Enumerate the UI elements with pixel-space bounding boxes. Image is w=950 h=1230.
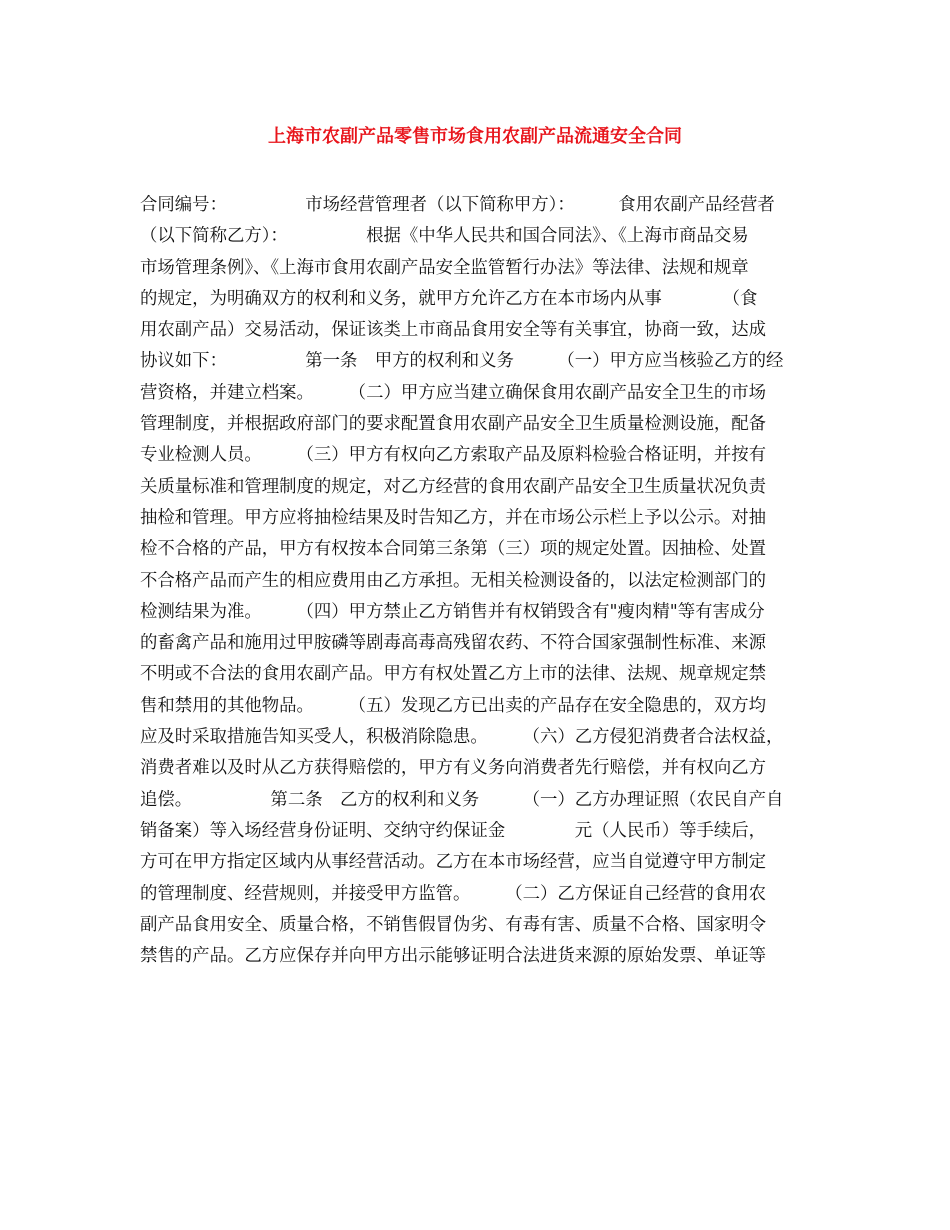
body-line: 副产品食用安全、质量合格，不销售假冒伪劣、有毒有害、质量不合格、国家明令 (140, 914, 767, 935)
body-line: 消费者难以及时从乙方获得赔偿的，甲方有义务向消费者先行赔偿，并有权向乙方 (140, 758, 767, 779)
body-line: 合同编号： 市场经营管理者（以下简称甲方）： 食用农副产品经营者 (140, 195, 775, 215)
document-title: 上海市农副产品零售市场食用农副产品流通安全合同 (268, 126, 682, 147)
body-line: 抽检和管理。甲方应将抽检结果及时告知乙方，并在市场公示栏上予以公示。对抽 (140, 507, 767, 528)
body-line: 销备案）等入场经营身份证明、交纳守约保证金 元（人民币）等手续后， (140, 820, 767, 841)
body-line: 追偿。 第二条 乙方的权利和义务 （一）乙方办理证照（农民自产自 (140, 789, 784, 810)
body-line: 检不合格的产品，甲方有权按本合同第三条第（三）项的规定处置。因抽检、处置 (140, 539, 767, 560)
body-line: 的管理制度、经营规则，并接受甲方监管。 （二）乙方保证自己经营的食用农 (140, 883, 767, 904)
body-line: 管理制度，并根据政府部门的要求配置食用农副产品安全卫生质量检测设施，配备 (140, 414, 767, 435)
body-line: 检测结果为准。 （四）甲方禁止乙方销售并有权销毁含有"瘦肉精"等有害成分 (140, 601, 765, 622)
body-line: 售和禁用的其他物品。 （五）发现乙方已出卖的产品存在安全隐患的，双方均 (140, 695, 767, 716)
body-line: 的畜禽产品和施用过甲胺磷等剧毒高毒高残留农药、不符合国家强制性标准、来源 (140, 633, 767, 654)
body-line: 协议如下： 第一条 甲方的权利和义务 （一）甲方应当核验乙方的经 (140, 351, 784, 372)
body-line: 不合格产品而产生的相应费用由乙方承担。无相关检测设备的，以法定检测部门的 (140, 570, 767, 591)
body-line: 关质量标准和管理制度的规定，对乙方经营的食用农副产品安全卫生质量状况负责 (140, 476, 767, 497)
body-line: 市场管理条例》、《上海市食用农副产品安全监管暂行办法》等法律、法规和规章 (140, 257, 749, 278)
body-line: （以下简称乙方）： 根据《中华人民共和国合同法》、《上海市商品交易 (140, 226, 749, 247)
body-line: 的规定，为明确双方的权利和义务，就甲方允许乙方在本市场内从事 （食 (140, 288, 758, 309)
body-line: 用农副产品）交易活动，保证该类上市商品食用安全等有关事宜，协商一致，达成 (140, 320, 767, 341)
body-line: 营资格，并建立档案。 （二）甲方应当建立确保食用农副产品安全卫生的市场 (140, 382, 767, 403)
body-line: 不明或不合法的食用农副产品。甲方有权处置乙方上市的法律、法规、规章规定禁 (140, 664, 767, 685)
body-line: 应及时采取措施告知买受人，积极消除隐患。 （六）乙方侵犯消费者合法权益， (140, 727, 784, 748)
body-line: 禁售的产品。乙方应保存并向甲方出示能够证明合法进货来源的原始发票、单证等 (140, 946, 767, 967)
document-body (140, 190, 822, 972)
body-line: 专业检测人员。 （三）甲方有权向乙方索取产品及原料检验合格证明，并按有 (140, 445, 767, 466)
body-line: 方可在甲方指定区域内从事经营活动。乙方在本市场经营，应当自觉遵守甲方制定 (140, 852, 767, 873)
